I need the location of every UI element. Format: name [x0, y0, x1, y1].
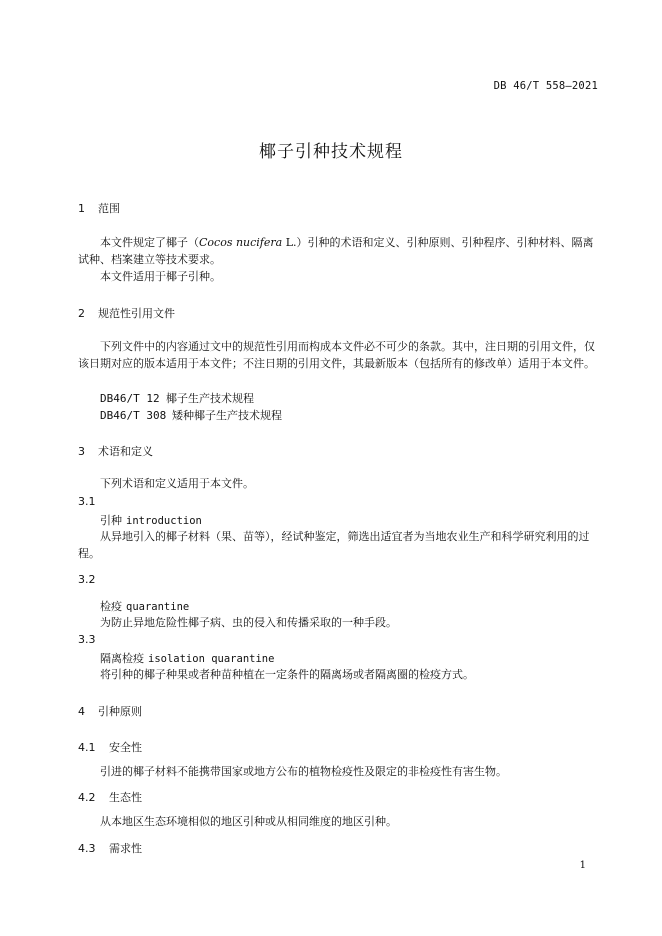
- references-paragraph: 下列文件中的内容通过文中的规范性引用而构成本文件必不可少的条款。其中，注日期的引用文件，仅该日期对应的版本适用于本文件；不注日期的引用文件，其最新版本（包括所有的修改单）适用于本文件。: [78, 340, 595, 370]
- section-number: 4: [78, 705, 85, 718]
- term-number: 3.3: [78, 633, 96, 646]
- term-heading: [100, 650, 274, 666]
- subsection-heading: [78, 840, 142, 856]
- subsection-title: 安全性: [109, 741, 142, 754]
- subsection-heading: [78, 789, 142, 805]
- subsection-heading: [78, 739, 142, 755]
- subsection-text: 从本地区生态环境相似的地区引种或从相同维度的地区引种。: [100, 815, 397, 828]
- section-number: 1: [78, 202, 85, 215]
- section-title: 规范性引用文件: [98, 307, 175, 320]
- term-chinese: 引种: [100, 514, 122, 527]
- section-heading-3: [78, 443, 153, 459]
- term-english: isolation quarantine: [148, 653, 275, 665]
- subsection-number: 4.1: [78, 741, 96, 754]
- scope-text-post: L.）引种的术语和定义、引种原则、引种程序、引种材料、隔离试种、档案建立等技术要求。: [78, 236, 594, 266]
- subsection-number: 4.2: [78, 791, 96, 804]
- reference-item: [100, 407, 282, 423]
- subsection-text: 引进的椰子材料不能携带国家或地方公布的植物检疫性及限定的非检疫性有害生物。: [100, 765, 507, 778]
- page-number: 1: [579, 860, 586, 871]
- section-heading-2: [78, 305, 175, 321]
- latin-name: Cocos nucifera: [199, 236, 283, 249]
- scope-text-pre: 本文件规定了椰子（: [100, 236, 199, 249]
- subsection-title: 生态性: [109, 791, 142, 804]
- term-number: 3.2: [78, 573, 96, 586]
- section-number: 3: [78, 445, 85, 458]
- term-english: introduction: [126, 515, 202, 527]
- term-chinese: 隔离检疫: [100, 652, 144, 665]
- reference-name: 矮种椰子生产技术规程: [172, 409, 282, 422]
- term-english: quarantine: [126, 601, 190, 613]
- subsection-title: 需求性: [109, 842, 142, 855]
- term-definition: 将引种的椰子种果或者种苗种植在一定条件的隔离场或者隔离圈的检疫方式。: [100, 668, 474, 681]
- scope-applicability: 本文件适用于椰子引种。: [100, 270, 221, 283]
- section-title: 术语和定义: [98, 445, 153, 458]
- term-definition: 为防止异地危险性椰子病、虫的侵入和传播采取的一种手段。: [100, 616, 397, 629]
- subsection-number: 4.3: [78, 842, 96, 855]
- term-definition: 从异地引入的椰子材料（果、苗等），经试种鉴定，筛选出适宜者为当地农业生产和科学研究利用的过程。: [78, 530, 590, 560]
- term-heading: [100, 598, 189, 614]
- section-heading-4: [78, 703, 142, 719]
- section-heading-1: [78, 200, 120, 216]
- reference-code: DB46/T 12: [100, 392, 160, 405]
- reference-item: [100, 390, 254, 406]
- section-title: 引种原则: [98, 705, 142, 718]
- section-title: 范围: [98, 202, 120, 215]
- scope-paragraph: [78, 234, 600, 268]
- term-heading: [100, 512, 202, 528]
- term-number: 3.1: [78, 495, 96, 508]
- reference-code: DB46/T 308: [100, 409, 167, 422]
- terms-intro: 下列术语和定义适用于本文件。: [100, 477, 254, 490]
- section-number: 2: [78, 307, 85, 320]
- term-chinese: 检疫: [100, 600, 122, 613]
- reference-name: 椰子生产技术规程: [166, 392, 254, 405]
- document-number: DB 46/T 558—2021: [493, 80, 598, 92]
- document-title: 椰子引种技术规程: [259, 142, 403, 162]
